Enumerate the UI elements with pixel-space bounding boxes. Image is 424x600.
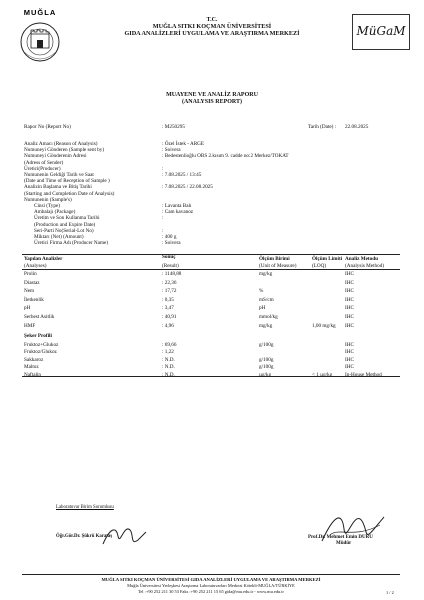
table-cell-method: In-House Method bbox=[345, 371, 382, 378]
field-value: : Cam kavanoz bbox=[162, 209, 194, 216]
table-cell-name: Maltoz bbox=[24, 364, 39, 371]
table-cell-method: IHC bbox=[345, 305, 354, 312]
table-cell-method: IHC bbox=[345, 296, 354, 303]
table-cell-unit: µg/kg bbox=[259, 371, 272, 378]
col-analyses: Yapılan Analizler bbox=[24, 256, 63, 262]
table-cell-name: Fruktoz+Glukoz bbox=[24, 342, 59, 348]
field-label: Analiz Amacı (Reason of Analysis) bbox=[24, 141, 98, 147]
table-cell-result: : 1148,88 bbox=[162, 271, 182, 277]
lab-responsible-name: Öğr.Gör.Dr. Şükrü Karataş bbox=[56, 534, 113, 539]
university-logo bbox=[18, 8, 62, 66]
table-cell-name: Fruktoz/Glukoz bbox=[24, 349, 57, 356]
table-cell-result: : 1,22 bbox=[162, 349, 174, 356]
field-label: (Date and Time of Reception of Sample ) bbox=[24, 178, 110, 185]
table-cell-name: HMF bbox=[24, 322, 36, 329]
table-cell-unit: mg/kg bbox=[259, 322, 273, 329]
col-loq: Ölçüm Limiti bbox=[312, 256, 343, 262]
field-label: Miktarı (Net) (Amount) bbox=[34, 234, 84, 240]
date-value: 22.08.2025 bbox=[345, 124, 369, 130]
field-value: : 7.08.2025 / 13:45 bbox=[162, 172, 202, 178]
page-number: 1 / 2 bbox=[386, 590, 394, 595]
table-cell-result: : 0,35 bbox=[162, 296, 174, 303]
table-cell-unit: mg/kg bbox=[259, 271, 273, 277]
report-title: MUAYENE VE ANALİZ RAPORU bbox=[166, 92, 258, 98]
table-cell-name: Diastaz bbox=[24, 279, 40, 286]
svg-text:MUĞLA: MUĞLA bbox=[23, 8, 57, 17]
field-label: Üretici Firma Adı (Producer Name) bbox=[34, 240, 109, 247]
field-value: : Soivera bbox=[162, 240, 181, 247]
table-top-rule bbox=[22, 254, 400, 255]
mugam-logo-text: MüGaM bbox=[356, 24, 406, 38]
field-label: Numunenin (Sample's) bbox=[24, 196, 72, 203]
table-cell-result: : N.D. bbox=[162, 371, 175, 378]
table-cell-unit: mmol/kg bbox=[259, 314, 278, 320]
right-signature bbox=[318, 505, 388, 551]
col-unit: Ölçüm Birimi bbox=[259, 256, 290, 262]
table-cell-unit: g/100g bbox=[259, 342, 274, 348]
table-cell-name: pH bbox=[24, 305, 31, 312]
field-value: : 400 g bbox=[162, 234, 177, 240]
table-cell-name: Naftalin bbox=[24, 371, 41, 378]
table-cell-name: Nem bbox=[24, 288, 35, 295]
col-method-en: (Analysis Method) bbox=[345, 263, 385, 269]
col-unit-en: (Unit of Measure) bbox=[259, 263, 297, 269]
header-tc: T.C. bbox=[206, 17, 218, 23]
col-result: Sonuç bbox=[162, 254, 176, 260]
field-label: Cinsi (Type) bbox=[34, 203, 61, 209]
table-cell-unit: pH bbox=[259, 305, 266, 312]
field-value: : bbox=[162, 215, 164, 222]
sugar-profile-title: Şeker Profili bbox=[24, 333, 52, 339]
col-analyses-en: (Analyses) bbox=[24, 263, 47, 269]
table-cell-method: IHC bbox=[345, 322, 354, 329]
field-label: Numunenin Geldiği Tarih ve Saat bbox=[24, 172, 94, 178]
table-cell-result: : N.D. bbox=[162, 364, 175, 371]
table-cell-method: IHC bbox=[345, 349, 354, 356]
table-cell-loq: < 1 µg/kg bbox=[312, 371, 333, 378]
table-cell-method: IHC bbox=[345, 314, 354, 320]
col-loq-en: (LOQ) bbox=[312, 263, 327, 269]
director-title: Müdür bbox=[336, 541, 352, 546]
left-signature bbox=[100, 522, 150, 550]
table-cell-result: : 40,91 bbox=[162, 314, 177, 320]
header-center: GIDA ANALİZLERİ UYGULAMA VE ARAŞTIRMA MERKEZİ bbox=[124, 30, 300, 37]
field-value: : Özel İstek - ARGE bbox=[162, 141, 205, 147]
table-cell-unit: g/100g bbox=[259, 356, 274, 363]
field-value: : bbox=[162, 227, 164, 234]
table-cell-method: IHC bbox=[345, 356, 354, 363]
field-label: Analizin Başlama ve Bitiş Tarihi bbox=[24, 184, 92, 191]
mugam-logo bbox=[352, 14, 410, 50]
table-cell-unit: mS/cm bbox=[259, 296, 274, 303]
field-value: : Soivera bbox=[162, 147, 181, 154]
field-label: Numuneyi Gönderenin Adresi bbox=[24, 153, 87, 160]
footer-line3: Tel :+90 252 211 30 53 Faks :+90 252 211 15 65 gida@mu.edu.tr - www.mu.edu.tr bbox=[137, 589, 284, 594]
table-cell-result: : 4,96 bbox=[162, 322, 174, 329]
col-method: Analiz Metodu bbox=[345, 256, 378, 262]
table-cell-result: : 22,36 bbox=[162, 279, 177, 286]
footer-line2: Muğla Üniversitesi Yerleşkesi Araştırma Laboratuvarları Merkezi Kötekli-MUĞLA/TÜRKİYE bbox=[127, 583, 295, 588]
table-cell-name: İletkenlik bbox=[24, 296, 44, 303]
field-value: : bbox=[162, 165, 164, 172]
date-label: Tarih (Date) : bbox=[308, 124, 337, 130]
table-cell-name: Serbest Asitlik bbox=[24, 314, 55, 320]
table-cell-method: IHC bbox=[345, 342, 354, 348]
field-value: : 7.08.2025 / 22.08.2025 bbox=[162, 184, 213, 191]
table-cell-name: Prolin bbox=[24, 271, 37, 277]
field-label: Üretici(Producer) bbox=[24, 165, 61, 172]
footer-rule bbox=[22, 574, 400, 575]
field-value: : Lavanta Balı bbox=[162, 203, 192, 209]
report-no-label: Rapor No (Report No) bbox=[24, 124, 71, 130]
table-cell-result: : N.D. bbox=[162, 356, 175, 363]
field-label: Ambalajı (Package) bbox=[34, 209, 76, 216]
field-label: Üretim ve Son Kullanma Tarihi bbox=[34, 215, 100, 222]
field-label: Seri-Parti No(Serial-Lot No) bbox=[34, 227, 94, 234]
table-cell-result: : 3,47 bbox=[162, 305, 174, 312]
footer-line1: MUĞLA SITKI KOÇMAN ÜNİVERSİTESİ GIDA ANALİZLERİ UYGULAMA VE ARAŞTIRMA MERKEZİ bbox=[101, 577, 321, 582]
table-cell-method: IHC bbox=[345, 364, 354, 371]
table-cell-method: IHC bbox=[345, 271, 354, 277]
table-cell-unit: g/100g bbox=[259, 364, 274, 371]
table-cell-unit: % bbox=[259, 288, 264, 295]
director-name: Prof.Dr. Mehmet Emin DURU bbox=[308, 535, 373, 540]
lab-responsible-title: Laboratuvar Birim Sorumlusu bbox=[56, 505, 114, 510]
report-subtitle: (ANALYSIS REPORT) bbox=[181, 99, 243, 105]
table-cell-method: IHC bbox=[345, 279, 354, 286]
table-cell-result: : 17,72 bbox=[162, 288, 177, 295]
table-cell-loq: 1,00 mg/kg bbox=[312, 322, 336, 329]
report-no-value: : M250295 bbox=[162, 124, 185, 130]
header-university: MUĞLA SITKI KOÇMAN ÜNİVERSİTESİ bbox=[152, 23, 272, 30]
table-cell-method: IHC bbox=[345, 288, 354, 295]
table-bottom-rule bbox=[22, 376, 400, 377]
field-label: (Starting and Completion Date of Analysis) bbox=[24, 190, 115, 197]
table-header-rule bbox=[22, 269, 400, 270]
col-result-en: (Result) bbox=[162, 263, 179, 269]
table-cell-result: : 69,66 bbox=[162, 342, 177, 348]
table-cell-name: Sakkaroz bbox=[24, 356, 44, 363]
field-value: : Bedestenlioğlu OBS 2.kısım 9. cadde no:2 Merkez/TOKAT bbox=[162, 153, 289, 160]
field-label: Numuneyi Gönderen (Sample sent by) bbox=[24, 147, 105, 154]
field-label: (Adress of Sender) bbox=[24, 159, 64, 166]
field-label: (Production and Expire Date) bbox=[34, 221, 96, 228]
